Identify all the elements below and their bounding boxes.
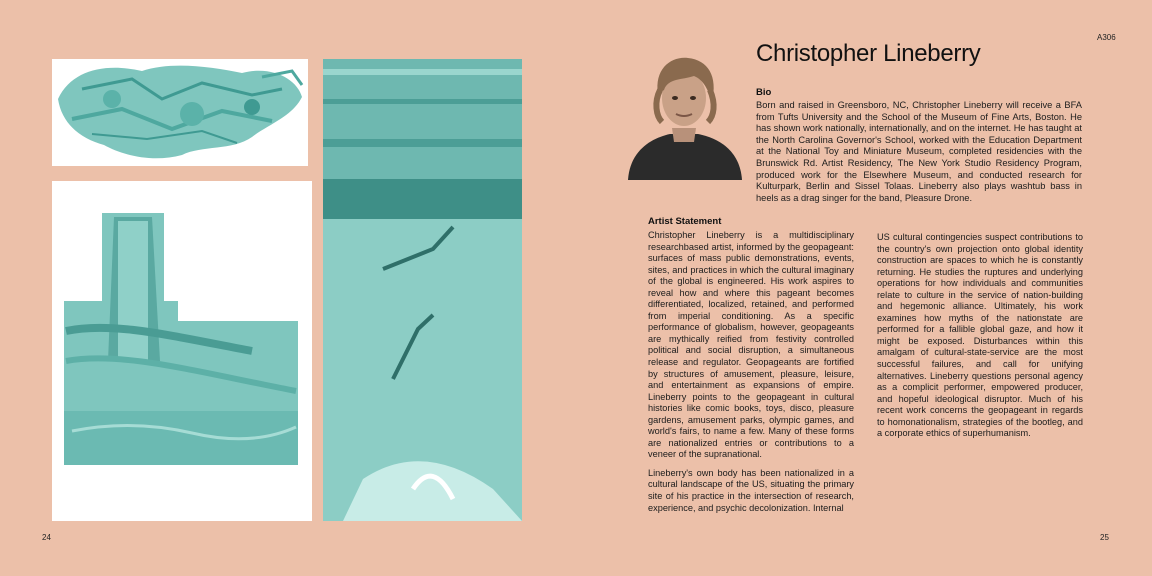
artist-portrait [624,50,744,180]
statement-paragraph: Christopher Lineberry is a multidisciplinary researchbased artist, informed by the geopageant: surfaces of mass public demonstrations, events, sites, and practices in which the cultural imaginary of the global is engineered. His work aspires to reveal how and where this pageant becomes differentiated, localized, retained, and performed from imperial conditioning. As a specific performance of globalism, however, geopageants are mythically reified from festivity controlled political and social disruption, a simultaneous release and regulator. Geopageants are fortified by structures of amusement, pleasure, leisure, and entertainment as expansions of empire. Lineberry points to the geopageant in cultural histories like comic books, toys, disco, pleasure gardens, amusement parks, olympic games, and world's fairs, to name a few. Many of these forms are nationalized entries or contributions to a veneer of the supranational. [648,230,854,460]
diver-graphic [323,59,522,521]
bio-text: Born and raised in Greensboro, NC, Christopher Lineberry will receive a BFA from Tufts University and the School of the Museum of Fine Arts, Boston. He has shown work nationally, internationally, and on the internet. He has taught at the North Carolina Governor's School, worked with the Education Department at the National Toy and Miniature Museum, completed residencies with the Brunswick Rd. Artist Residency, The New York Studio Residency Program, produced work for the Elsewhere Museum, and conducted research for Kulturpark, Berlin and Sissel Tolaas. Lineberry also plays washtub bass in heels as a drag singer for the band, Pleasure Drone. [756,100,1082,203]
waterslide-graphic [52,181,312,521]
portrait-graphic [624,50,744,180]
collage-graphic [52,59,308,166]
bio-heading: Bio [756,87,772,98]
catalog-code: A306 [1097,33,1116,42]
statement-column-2 [877,232,1083,447]
artwork-waterslide [52,181,312,521]
artist-statement-heading: Artist Statement [648,216,722,227]
statement-paragraph: US cultural contingencies suspect contributions to the country's own projection onto global identity construction are spaces to which he is constantly returning. He studies the ruptures and underlying operations for how individuals and communities relate to culture in the service of nation-building and hegemonic alliance. Ultimately, his work examines how myths of the nationstate are performed for a fallible global gaze, and how it might be exposed. Disturbances within this amalgam of cultural-state-service are the most successful failures, and call for unifying alternatives. Lineberry questions personal agency as a complicit performer, empowered producer, and hopeful ideological disruptor. Much of his recent work concerns the geopageant in regards to homonationalism, strategies of the bootleg, and a corporate ethics of superhumanism. [877,232,1083,439]
artist-name-title: Christopher Lineberry [756,40,981,67]
left-page-number: 24 [42,533,51,542]
statement-column-1 [648,230,854,521]
statement-paragraph: Lineberry's own body has been nationalized in a cultural landscape of the US, situating the primary site of his practice in the intersection of research, experience, and psychic decolonization. Internal [648,467,854,513]
artwork-collage-top [52,59,308,166]
artwork-diver-photo [323,59,522,521]
right-page-number: 25 [1100,533,1109,542]
